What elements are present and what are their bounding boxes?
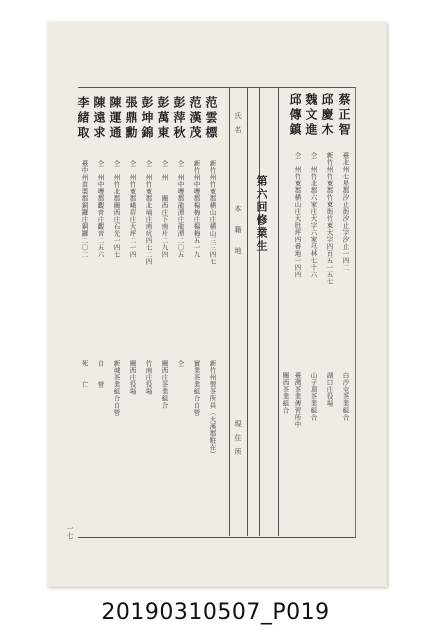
image-caption: 20190310507_P019: [101, 600, 330, 625]
section-title: 第六回修業生: [255, 175, 268, 253]
student-name: 張鼎勳: [124, 96, 138, 141]
student-name: 邱傳鎮: [288, 93, 302, 138]
address-text: 仝 州 關西庄下南片二九四: [160, 160, 169, 258]
student-name: 陳遠求: [92, 96, 106, 141]
address-text: 仝 州竹東郡横山庄大肚坪四番地一四四: [293, 152, 302, 278]
current-address: 山子頂茶業組合: [309, 372, 318, 421]
current-address: 自 營: [96, 360, 105, 388]
student-name: 蔡正智: [337, 93, 351, 138]
current-address: 竹南庄役場: [144, 360, 153, 395]
current-address: 仝: [176, 360, 185, 367]
title-divider-left: [247, 87, 248, 536]
page-number: 一七: [66, 525, 74, 539]
current-address: 白沙屯茶業組合: [341, 372, 350, 421]
current-address: 臺灣茶業傳習所中: [293, 372, 302, 428]
header-name: 氏 名: [234, 112, 242, 133]
student-name: 范漢茂: [188, 96, 202, 141]
student-name: 彭坤錦: [140, 96, 154, 141]
header-divider: [229, 87, 230, 536]
student-name: 彭萬東: [156, 96, 170, 141]
address-text: 仝 州竹北郡六家庄大字六家芎林七十六: [309, 152, 318, 278]
address-text: 仝 州中壢郡觀音庄觀音二五六: [96, 160, 105, 258]
current-address: 關西庄役場: [128, 360, 137, 395]
current-address: 死 亡: [80, 360, 89, 388]
current-address: 關西庄茶業組合: [160, 360, 169, 409]
student-name: 魏文進: [304, 93, 318, 138]
address-text: 臺北州七星郡汐止街汐止字汐止一四二: [341, 152, 350, 271]
header-address: 本 籍 地: [234, 205, 242, 254]
current-address: 新竹州製茶所員（大溪郡駐在）: [208, 360, 217, 458]
header-current: 現 住 所: [234, 420, 242, 455]
address-text: 仝 州中壢郡龍潭庄龍潭二〇五: [176, 160, 185, 258]
address-text: 仝 州竹東郡北埔庄南坑四七二四: [144, 160, 153, 265]
address-text: 新竹州竹東郡竹東街竹東大字四百五一五七: [325, 152, 334, 285]
address-text: 新竹州竹東郡横山庄横山三三四七: [208, 160, 217, 265]
current-address: 關西茶業組合: [281, 372, 290, 414]
address-text: 新竹州中壢郡楊梅庄楊梅五一九: [192, 160, 201, 258]
address-text: 仝 州竹北郡關西庄石光一四七: [112, 160, 121, 258]
student-name: 李緒取: [76, 96, 90, 141]
current-address: 新城茶業組合自營: [112, 360, 121, 416]
title-divider-right: [259, 87, 260, 536]
student-name: 陳運通: [108, 96, 122, 141]
current-address: 實業茶業組合自營: [192, 360, 201, 416]
current-address: 湖口庄役場: [325, 372, 334, 407]
column-divider: [278, 87, 279, 536]
student-name: 彭萍秋: [172, 96, 186, 141]
address-text: 臺中州苗栗郡銅鑼庄銅鑼二〇二: [80, 160, 89, 258]
student-name: 邱慶木: [320, 93, 334, 138]
address-text: 仝 州竹東郡峨眉庄大坪二一四: [128, 160, 137, 258]
student-name: 范雲標: [204, 96, 218, 141]
